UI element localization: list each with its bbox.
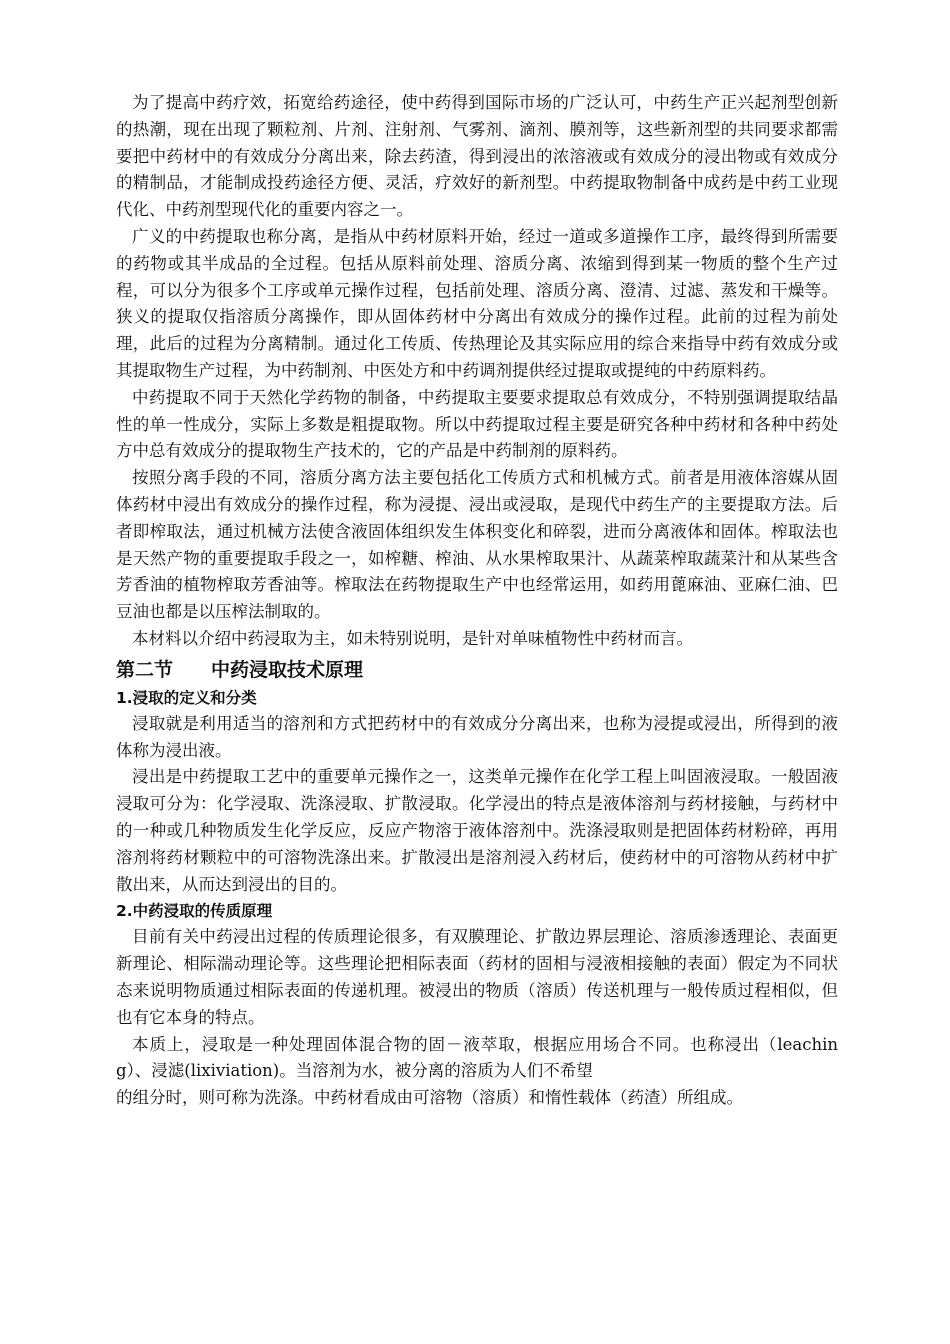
document-page (116, 90, 838, 1112)
intro-paragraph-5: 本材料以介绍中药浸取为主，如未特别说明，是针对单味植物性中药材而言。 (132, 628, 693, 648)
intro-paragraph-2: 广义的中药提取也称分离，是指从中药材原料开始，经过一道或多道操作工序，最终得到所需要的药物或其半成品的全过程。包括从原料前处理、溶质分离、浓缩到得到某一物质的整个生产过程，可以分为很多个工序或单元操作过程，包括前处理、溶质分离、澄清、过滤、蒸发和干燥等。狭义的提取仅指溶质分离操作，即从固体药材中分离出有效成分的操作过程。此前的过程为前处理，此后的过程为分离精制。通过化工传质、传热理论及其实际应用的综合来指导中药有效成分或其提取物生产过程，为中药制剂、中医处方和中药调剂提供经过提取或提纯的中药原料药。 (116, 226, 838, 380)
section-title: 中药浸取技术原理 (211, 658, 364, 681)
subsection-1-paragraph-1: 浸取就是利用适当的溶剂和方式把药材中的有效成分分离出来，也称为浸提或浸出，所得到的液体称为浸出液。 (116, 713, 838, 760)
paragraph-line-2: 的组分时，则可称为洗涤。中药材看成由可溶物（溶质）和惰性载体（药渣）所组成。 (116, 1088, 743, 1108)
section-number: 第二节 (116, 658, 174, 681)
subsection-2-paragraph-1: 目前有关中药浸出过程的传质理论很多，有双膜理论、扩散边界层理论、溶质渗透理论、表面更新理论、相际湍动理论等。这些理论把相际表面（药材的固相与浸液相接触的表面）假定为不同状态来说明物质通过相际表面的传递机理。被浸出的物质（溶质）传送机理与一般传质过程相似，但也有它本身的特点。 (116, 927, 838, 1027)
paragraph-line-1: 本质上，浸取是一种处理固体混合物的固－液萃取，根据应用场合不同。也称浸出（leaching）、浸滤(lixiviation)。当溶剂为水，被分离的溶质为人们不希望 (116, 1034, 838, 1081)
subsection-2-paragraph-2 (116, 1032, 838, 1112)
intro-paragraph-1: 为了提高中药疗效，拓宽给药途径，使中药得到国际市场的广泛认可，中药生产正兴起剂型创新的热潮，现在出现了颗粒剂、片剂、注射剂、气雾剂、滴剂、膜剂等，这些新剂型的共同要求都需要把中药材中的有效成分分离出来，除去药渣，得到浸出的浓溶液或有效成分的浸出物或有效成分的精制品，才能制成投药途径方便、灵活，疗效好的新剂型。中药提取物制备中成药是中药工业现代化、中药剂型现代化的重要内容之一。 (116, 93, 838, 220)
intro-paragraph-4: 按照分离手段的不同，溶质分离方法主要包括化工传质方式和机械方式。前者是用液体溶媒从固体药材中浸出有效成分的操作过程，称为浸提、浸出或浸取，是现代中药生产的主要提取方法。后者即榨取法，通过机械方法使含液固体组织发生体积变化和碎裂，进而分离液体和固体。榨取法也是天然产物的重要提取手段之一，如榨糖、榨油、从水果榨取果汁、从蔬菜榨取蔬菜汁和从某些含芳香油的植物榨取芳香油等。榨取法在药物提取生产中也经常运用，如药用蓖麻油、亚麻仁油、巴豆油也都是以压榨法制取的。 (116, 468, 838, 622)
subsection-1-heading: 1.浸取的定义和分类 (116, 688, 257, 707)
intro-paragraph-3: 中药提取不同于天然化学药物的制备，中药提取主要要求提取总有效成分，不特别强调提取结晶性的单一性成分，实际上多数是粗提取物。所以中药提取过程主要是研究各种中药材和各种中药处方中总有效成分的提取物生产技术的，它的产品是中药制剂的原料药。 (116, 387, 838, 461)
section-heading (116, 655, 838, 685)
subsection-2-heading: 2.中药浸取的传质原理 (116, 902, 273, 921)
subsection-1-paragraph-2: 浸出是中药提取工艺中的重要单元操作之一，这类单元操作在化学工程上叫固液浸取。一般固液浸取可分为：化学浸取、洗涤浸取、扩散浸取。化学浸出的特点是液体溶剂与药材接触，与药材中的一种或几种物质发生化学反应，反应产物溶于液体溶剂中。洗涤浸取则是把固体药材粉碎，再用溶剂将药材颗粒中的可溶物洗涤出来。扩散浸出是溶剂浸入药材后，使药材中的可溶物从药材中扩散出来，从而达到浸出的目的。 (116, 767, 838, 894)
